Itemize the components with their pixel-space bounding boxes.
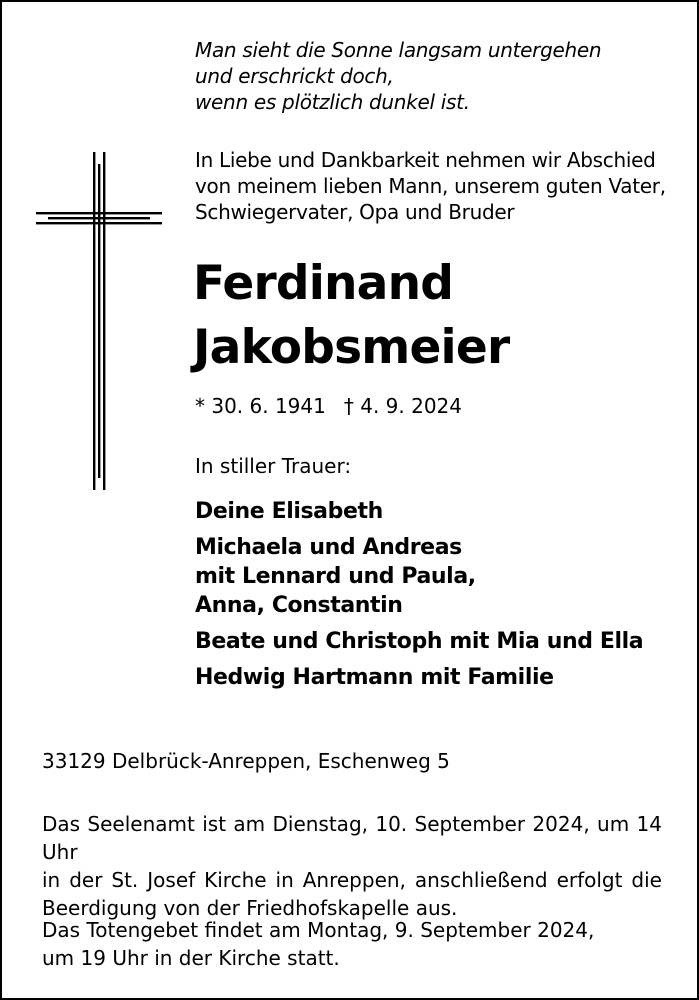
mourner-group [195,663,643,692]
intro-line: Schwiegervater, Opa und Bruder [195,200,515,224]
service-line: in der St. Josef Kirche in Anreppen, anschließend erfolgt die [42,868,662,892]
family-address: 33129 Delbrück-Anreppen, Eschenweg 5 [42,749,450,773]
intro-line: von meinem lieben Mann, unserem guten Vater, [195,174,666,198]
death-date: † 4. 9. 2024 [343,394,462,418]
cross-icon [34,152,164,492]
prayer-line: Das Totengebet findet am Montag, 9. September 2024, [42,918,595,942]
service-line: Das Seelenamt ist am Dienstag, 10. September 2024, um 14 Uhr [42,812,662,864]
mourner-line: mit Lennard und Paula, [195,564,476,589]
mourner-group [195,497,643,526]
mourner-group [195,533,643,620]
mourner-group [195,627,643,656]
mourner-line: Deine Elisabeth [195,499,383,524]
mourner-line: Beate und Christoph mit Mia und Ella [195,629,644,654]
requiem-service-info [42,810,662,922]
mourner-line: Anna, Constantin [195,593,403,618]
prayer-line: um 19 Uhr in der Kirche statt. [42,946,340,970]
mourning-label: In stiller Trauer: [195,454,352,478]
deceased-last-name: Jakobsmeier [193,320,510,375]
motto-line: und erschrickt doch, [195,64,394,88]
prayer-service-info [42,916,594,972]
deceased-name [193,252,509,380]
mourner-line: Michaela und Andreas [195,535,462,560]
birth-date: * 30. 6. 1941 [195,394,326,418]
mourners-list [195,497,643,692]
mourner-line: Hedwig Hartmann mit Familie [195,665,554,690]
motto-line: wenn es plötzlich dunkel ist. [195,90,470,114]
motto-quote [195,37,601,115]
service-line: Beerdigung von der Friedhofskapelle aus. [42,896,458,920]
intro-line: In Liebe und Dankbarkeit nehmen wir Abschied [195,148,656,172]
deceased-first-name: Ferdinand [193,256,454,311]
life-dates [195,393,462,419]
motto-line: Man sieht die Sonne langsam untergehen [195,38,602,62]
farewell-intro [195,147,666,225]
